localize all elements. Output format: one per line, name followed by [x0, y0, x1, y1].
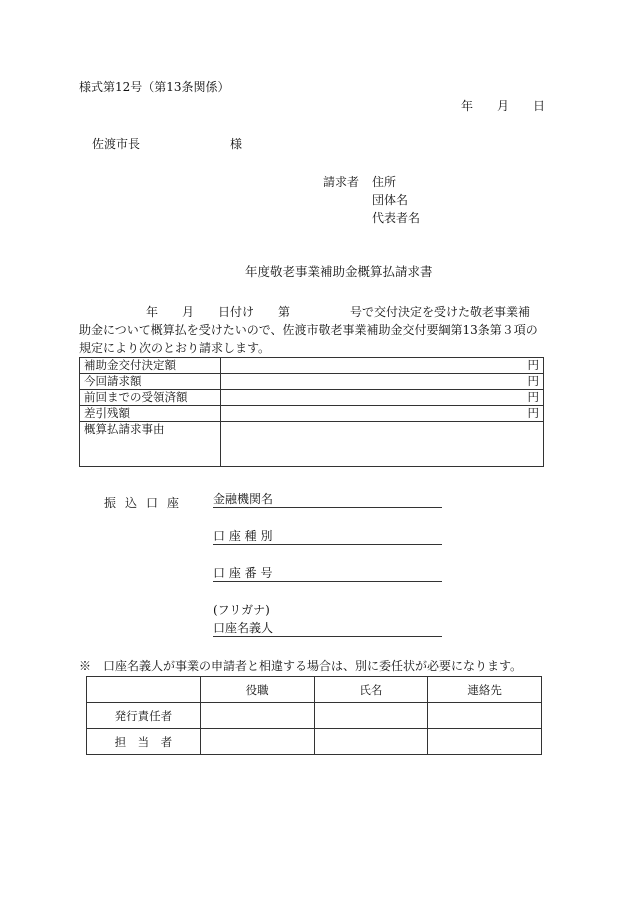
amount-cell[interactable]: 円 [221, 374, 544, 390]
claimant-rep: 代表者名 [372, 211, 421, 225]
body-line-1: 年 月 日付け 第 号で交付決定を受けた敬老事業補 [146, 305, 531, 319]
body-line-2: 助金について概算払を受けたいので、佐渡市敬老事業補助金交付要綱第13条第３項の [79, 323, 538, 337]
contact-table [86, 676, 542, 755]
amount-table [79, 357, 544, 467]
table-row [87, 703, 542, 729]
reason-cell[interactable] [221, 422, 544, 467]
row-label: 前回までの受領済額 [80, 390, 221, 406]
row-label: 今回請求額 [80, 374, 221, 390]
header-cell: 役職 [200, 677, 314, 703]
table-row [80, 422, 544, 467]
account-type-field[interactable]: 口 座 種 別 [213, 529, 442, 545]
contact-cell[interactable] [428, 703, 542, 729]
amount-cell[interactable]: 円 [221, 358, 544, 374]
account-number-field[interactable]: 口 座 番 号 [213, 566, 442, 582]
table-header-row [87, 677, 542, 703]
form-number: 様式第12号（第13条関係） [79, 80, 230, 94]
row-label: 発行責任者 [87, 703, 201, 729]
table-row [80, 374, 544, 390]
row-label: 差引残額 [80, 406, 221, 422]
body-line-3: 規定により次のとおり請求します。 [79, 341, 271, 355]
amount-cell[interactable]: 円 [221, 390, 544, 406]
table-row [80, 390, 544, 406]
table-row [80, 358, 544, 374]
claimant-address: 住所 [372, 175, 397, 189]
date-line: 年 月 日 [461, 99, 546, 113]
addressee-honorific: 様 [230, 137, 243, 151]
claimant-label: 請求者 [323, 175, 360, 189]
contact-cell[interactable] [428, 729, 542, 755]
position-cell[interactable] [200, 703, 314, 729]
amount-cell[interactable]: 円 [221, 406, 544, 422]
position-cell[interactable] [200, 729, 314, 755]
row-label: 担 当 者 [87, 729, 201, 755]
addressee-mayor: 佐渡市長 [92, 137, 141, 151]
header-cell [87, 677, 201, 703]
claimant-org: 団体名 [372, 193, 409, 207]
account-holder-field[interactable]: 口座名義人 [213, 621, 442, 637]
furigana-label: (フリガナ) [213, 603, 270, 617]
bank-account-label: 振込口座 [104, 496, 189, 510]
document-title: 年度敬老事業補助金概算払請求書 [245, 264, 433, 279]
header-cell: 連絡先 [428, 677, 542, 703]
name-cell[interactable] [314, 703, 428, 729]
note-text: ※ 口座名義人が事業の申請者と相違する場合は、別に委任状が必要になります。 [79, 659, 523, 673]
name-cell[interactable] [314, 729, 428, 755]
reason-label: 概算払請求事由 [80, 422, 221, 467]
table-row [80, 406, 544, 422]
bank-institution-field[interactable]: 金融機関名 [213, 492, 442, 508]
header-cell: 氏名 [314, 677, 428, 703]
row-label: 補助金交付決定額 [80, 358, 221, 374]
table-row [87, 729, 542, 755]
